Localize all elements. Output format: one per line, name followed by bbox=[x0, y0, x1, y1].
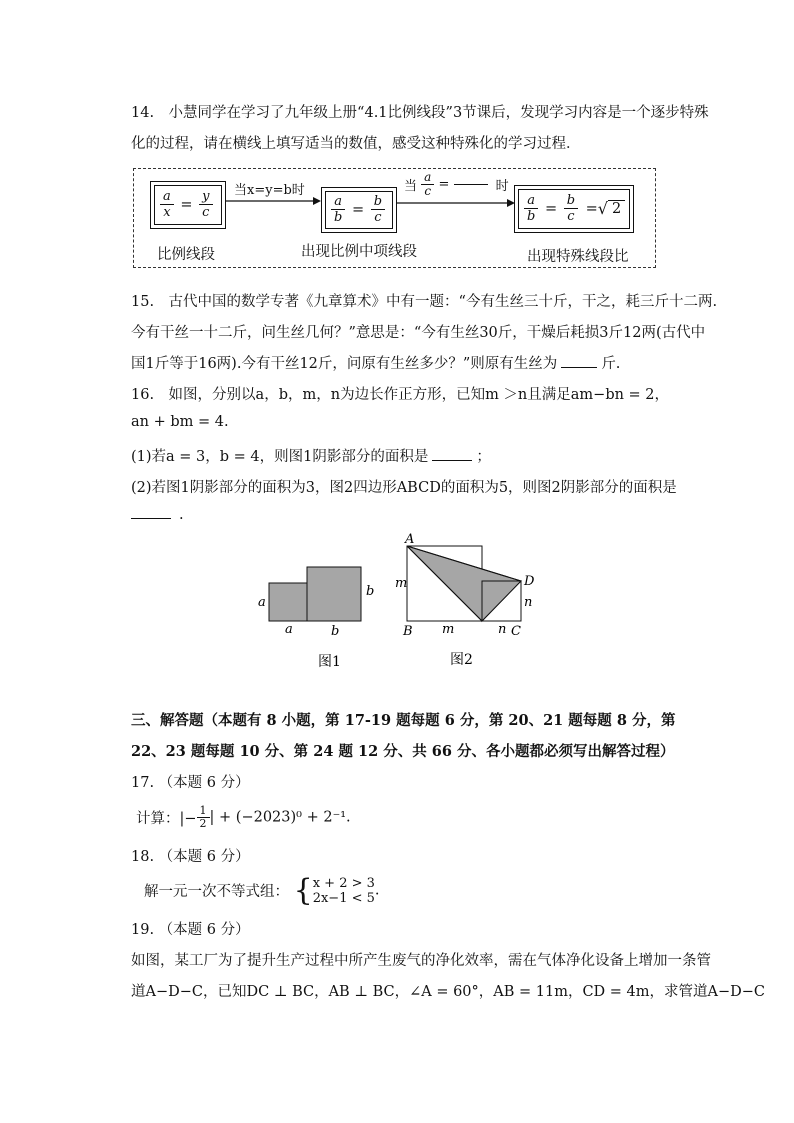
fig1-square-b bbox=[307, 567, 361, 621]
q19-line2: 道A−D−C，已知DC ⊥ BC，AB ⊥ BC，∠A = 60°，AB = 11m，CD = 4m，求管道A−D−C bbox=[131, 984, 766, 1000]
q16-blank-2[interactable] bbox=[131, 518, 171, 519]
q18-head: 18. （本题 6 分） bbox=[131, 849, 250, 865]
q14-arrow1 bbox=[226, 195, 322, 207]
q18-inequality-2: 2x−1 < 5 bbox=[312, 890, 375, 906]
fig2-label-D: D bbox=[524, 574, 535, 589]
q15-blank[interactable] bbox=[561, 367, 597, 368]
fig2-label-C: C bbox=[511, 624, 521, 639]
q14-line1: 14. 小慧同学在学习了九年级上册“4.1比例线段”3节课后，发现学习内容是一个逐步特殊 bbox=[131, 105, 709, 121]
section3-line1: 三、解答题（本题有 8 小题，第 17-19 题每题 6 分，第 20、21 题每题 8 分，第 bbox=[131, 712, 676, 729]
q14-caption-1: 比例线段 bbox=[157, 247, 215, 263]
fig1-square-a bbox=[269, 583, 307, 621]
q16-line5: . bbox=[131, 507, 184, 523]
q14-arrow2-label: 当 $\frac{a}{c}$ = 时 bbox=[404, 170, 509, 198]
q16-blank-1[interactable] bbox=[432, 460, 472, 461]
fig2-label-A: A bbox=[405, 532, 415, 547]
fig1-label-b-right: b bbox=[366, 584, 375, 599]
q14-arrow2 bbox=[396, 197, 516, 209]
q14-box1-frac-right: $\frac{y}{c}$ bbox=[199, 189, 212, 220]
q15-line1: 15. 古代中国的数学专著《九章算术》中有一题：“今有生丝三十斤，干之，耗三斤十二两. bbox=[131, 294, 718, 310]
q15-line3: 国1斤等于16两).今有干丝12斤，问原有生丝多少？”则原有生丝为 斤. bbox=[131, 356, 621, 372]
fig1-label-b-bottom: b bbox=[331, 624, 340, 639]
fig2-label-m-left: m bbox=[395, 576, 408, 591]
q15-line2: 今有干丝一十二斤，问生丝几何？”意思是：“今有生丝30斤，干燥后耗损3斤12两(古代中 bbox=[131, 325, 706, 341]
q14-box-proportion: $\frac{a}{x}$ = $\frac{y}{c}$ bbox=[150, 181, 226, 229]
q16-line4: (2)若图1阴影部分的面积为3，图2四边形ABCD的面积为5，则图2阴影部分的面积是 bbox=[131, 480, 677, 496]
q16-line3: (1)若a = 3，b = 4，则图1阴影部分的面积是 ； bbox=[131, 449, 491, 465]
q14-blank[interactable] bbox=[454, 184, 488, 185]
q14-box-special-ratio: $\frac{a}{b}$ = $\frac{b}{c}$ =√ 2 bbox=[514, 185, 634, 233]
q14-box-mean-proportional: $\frac{a}{b}$ = $\frac{b}{c}$ bbox=[321, 187, 397, 233]
q14-caption-2: 出现比例中项线段 bbox=[301, 244, 417, 260]
q14-line2: 化的过程，请在横线上填写适当的数值，感受这种特殊化的学习过程． bbox=[131, 136, 581, 152]
q19-head: 19. （本题 6 分） bbox=[131, 922, 250, 938]
fig2-label-n-bottom: n bbox=[498, 622, 507, 637]
q16-figure-2 bbox=[390, 530, 540, 670]
fig2-label-m-bottom: m bbox=[442, 622, 455, 637]
fig2-label-n-right: n bbox=[524, 595, 533, 610]
fig1-caption: 图1 bbox=[318, 654, 341, 670]
fig1-label-a-bottom: a bbox=[285, 622, 293, 637]
q14-caption-3: 出现特殊线段比 bbox=[527, 249, 629, 265]
fig2-caption: 图2 bbox=[450, 652, 473, 668]
section3-line2: 22、23 题每题 10 分、第 24 题 12 分、共 66 分、各小题都必须写出解答过程） bbox=[131, 743, 675, 760]
q14-box1-frac-left: $\frac{a}{x}$ bbox=[160, 189, 174, 220]
q18-inequality-1: x + 2 > 3 bbox=[312, 875, 375, 891]
q14-arrow1-label: 当x=y=b时 bbox=[234, 183, 305, 198]
fig1-label-a-left: a bbox=[258, 595, 266, 610]
q17-head: 17. （本题 6 分） bbox=[131, 775, 250, 791]
q18-system: 解一元一次不等式组： { x + 2 > 3 2x−1 < 5 . bbox=[144, 873, 380, 908]
q16-figure-1 bbox=[250, 560, 390, 670]
q17-expression: 计算：|− $\frac{1}{2}$ | + (−2023)⁰ + 2⁻¹. bbox=[136, 804, 351, 830]
fig2-label-B: B bbox=[403, 624, 413, 639]
q16-line2: an + bm = 4. bbox=[131, 414, 229, 430]
q19-line1: 如图，某工厂为了提升生产过程中所产生废气的净化效率，需在气体净化设备上增加一条管 bbox=[131, 953, 711, 969]
q16-line1: 16. 如图，分别以a，b，m，n为边长作正方形，已知m ＞n且满足am−bn = 2， bbox=[131, 387, 670, 403]
